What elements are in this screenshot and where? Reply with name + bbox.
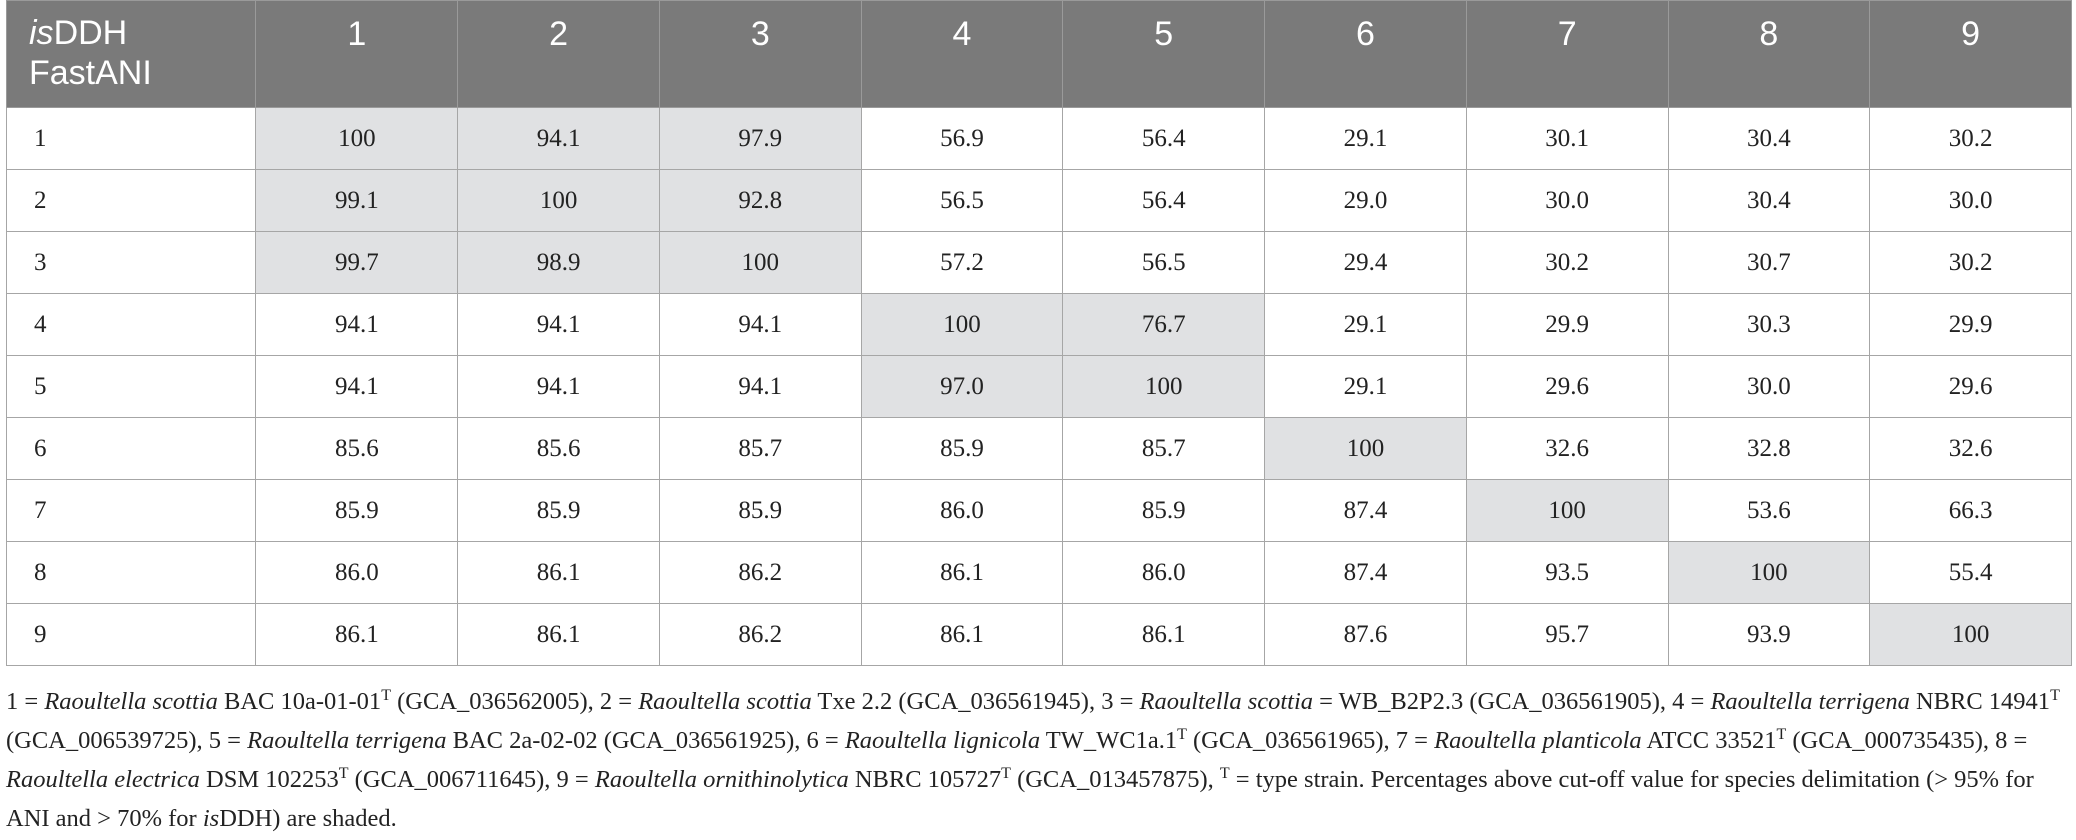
row-header: 6: [7, 418, 256, 480]
table-cell: 30.4: [1668, 170, 1870, 232]
table-cell: 94.1: [458, 356, 660, 418]
table-cell: 86.2: [659, 604, 861, 666]
table-cell: 100: [659, 232, 861, 294]
table-cell: 100: [256, 108, 458, 170]
table-cell: 95.7: [1466, 604, 1668, 666]
table-cell: 94.1: [256, 356, 458, 418]
table-footnote: [6, 682, 2070, 838]
footnote-italic: Raoultella lignicola: [844, 727, 1041, 754]
table-cell: 29.1: [1265, 356, 1467, 418]
similarity-matrix-table: [6, 0, 2072, 666]
table-cell: 29.6: [1466, 356, 1668, 418]
corner-line2: FastANI: [29, 54, 152, 92]
row-header: 8: [7, 542, 256, 604]
table-cell: 86.2: [659, 542, 861, 604]
footnote-italic: is: [202, 805, 220, 832]
table-cell: 56.5: [1063, 232, 1265, 294]
table-cell: 100: [458, 170, 660, 232]
table-row: [7, 604, 2072, 666]
table-cell: 98.9: [458, 232, 660, 294]
footnote-italic: Raoultella electrica: [6, 766, 200, 793]
table-cell: 32.6: [1466, 418, 1668, 480]
table-cell: 93.5: [1466, 542, 1668, 604]
column-header-5: 5: [1063, 1, 1265, 108]
table-cell: 85.7: [659, 418, 861, 480]
table-cell: 30.2: [1466, 232, 1668, 294]
table-cell: 85.7: [1063, 418, 1265, 480]
footnote-superscript: T: [1177, 725, 1187, 743]
table-cell: 29.4: [1265, 232, 1467, 294]
table-cell: 97.9: [659, 108, 861, 170]
table-row: [7, 542, 2072, 604]
table-cell: 53.6: [1668, 480, 1870, 542]
table-cell: 30.4: [1668, 108, 1870, 170]
footnote-italic: Raoultella ornithinolytica: [594, 766, 849, 793]
column-header-4: 4: [861, 1, 1063, 108]
table-cell: 94.1: [659, 294, 861, 356]
footnote-italic: Raoultella terrigena: [247, 727, 447, 754]
table-cell: 92.8: [659, 170, 861, 232]
footnote-text: (GCA_036561965), 7 =: [1186, 727, 1435, 754]
table-cell: 30.0: [1466, 170, 1668, 232]
table-cell: 86.1: [861, 604, 1063, 666]
footnote-text: = WB_B2P2.3 (GCA_036561905), 4 =: [1313, 688, 1711, 715]
table-cell: 76.7: [1063, 294, 1265, 356]
table-cell: 30.2: [1870, 232, 2072, 294]
table-cell: 29.1: [1265, 108, 1467, 170]
table-cell: 86.1: [256, 604, 458, 666]
table-cell: 32.6: [1870, 418, 2072, 480]
footnote-text: Txe 2.2 (GCA_036561945), 3 =: [811, 688, 1140, 715]
footnote-text: (GCA_000735435), 8 =: [1786, 727, 2028, 754]
footnote-text: ATCC 33521: [1641, 727, 1777, 754]
column-header-9: 9: [1870, 1, 2072, 108]
footnote-text: NBRC 14941: [1909, 688, 2051, 715]
row-header: 1: [7, 108, 256, 170]
matrix-body: [7, 108, 2072, 666]
footnote-superscript: T: [1219, 764, 1230, 782]
column-header-1: 1: [256, 1, 458, 108]
table-cell: 97.0: [861, 356, 1063, 418]
table-cell: 87.4: [1265, 542, 1467, 604]
row-header: 4: [7, 294, 256, 356]
table-cell: 29.1: [1265, 294, 1467, 356]
column-header-8: 8: [1668, 1, 1870, 108]
footnote-text: BAC 10a-01-01: [217, 688, 382, 715]
table-cell: 94.1: [458, 294, 660, 356]
table-cell: 57.2: [861, 232, 1063, 294]
row-header: 2: [7, 170, 256, 232]
table-cell: 29.0: [1265, 170, 1467, 232]
table-cell: 86.1: [861, 542, 1063, 604]
footnote-text: (GCA_013457875),: [1010, 766, 1220, 793]
footnote-superscript: T: [2050, 686, 2060, 704]
footnote-text: NBRC 105727: [848, 766, 1002, 793]
table-cell: 87.4: [1265, 480, 1467, 542]
column-header-2: 2: [458, 1, 660, 108]
corner-line1: DDH: [53, 14, 128, 52]
footnote-italic: Raoultella planticola: [1434, 727, 1642, 754]
table-cell: 56.5: [861, 170, 1063, 232]
column-header-7: 7: [1466, 1, 1668, 108]
table-cell: 30.1: [1466, 108, 1668, 170]
row-header: 5: [7, 356, 256, 418]
table-cell: 85.9: [458, 480, 660, 542]
row-header: 7: [7, 480, 256, 542]
footnote-text: = type strain. Percentages above cut-off value for species delimitation (> 95% for ANI and > 70% for: [6, 766, 2034, 832]
footnote-text: BAC 2a-02-02 (GCA_036561925), 6 =: [446, 727, 845, 754]
table-cell: 86.1: [458, 542, 660, 604]
table-cell: 94.1: [256, 294, 458, 356]
table-cell: 85.9: [256, 480, 458, 542]
row-header: 9: [7, 604, 256, 666]
table-cell: 32.8: [1668, 418, 1870, 480]
table-cell: 29.9: [1466, 294, 1668, 356]
table-cell: 85.9: [1063, 480, 1265, 542]
table-cell: 93.9: [1668, 604, 1870, 666]
table-row: [7, 294, 2072, 356]
footnote-text: (GCA_006711645), 9 =: [348, 766, 595, 793]
table-cell: 85.6: [256, 418, 458, 480]
table-cell: 30.2: [1870, 108, 2072, 170]
column-header-6: 6: [1265, 1, 1467, 108]
footnote-superscript: T: [338, 764, 349, 782]
table-cell: 100: [1265, 418, 1467, 480]
table-cell: 55.4: [1870, 542, 2072, 604]
table-cell: 87.6: [1265, 604, 1467, 666]
footnote-text: TW_WC1a.1: [1040, 727, 1178, 754]
table-cell: 85.6: [458, 418, 660, 480]
table-cell: 29.9: [1870, 294, 2072, 356]
table-row: [7, 480, 2072, 542]
table-cell: 85.9: [659, 480, 861, 542]
footnote-italic: Raoultella scottia: [638, 688, 812, 715]
table-cell: 86.0: [861, 480, 1063, 542]
table-cell: 30.3: [1668, 294, 1870, 356]
footnote-text: 1 =: [6, 688, 45, 715]
table-row: [7, 170, 2072, 232]
footnote-text: (GCA_036562005), 2 =: [390, 688, 639, 715]
footnote-text: DDH) are shaded.: [219, 805, 397, 832]
table-row: [7, 418, 2072, 480]
table-cell: 66.3: [1870, 480, 2072, 542]
table-cell: 30.0: [1870, 170, 2072, 232]
table-row: [7, 232, 2072, 294]
footnote-italic: Raoultella scottia: [44, 688, 218, 715]
column-header-3: 3: [659, 1, 861, 108]
footnote-italic: Raoultella scottia: [1139, 688, 1314, 715]
footnote-superscript: T: [1776, 725, 1787, 743]
footnote-italic: Raoultella terrigena: [1710, 688, 1910, 715]
table-cell: 94.1: [458, 108, 660, 170]
table-cell: 86.1: [458, 604, 660, 666]
table-row: [7, 108, 2072, 170]
table-cell: 99.7: [256, 232, 458, 294]
table-cell: 100: [1870, 604, 2072, 666]
table-cell: 56.4: [1063, 108, 1265, 170]
row-header: 3: [7, 232, 256, 294]
table-cell: 100: [861, 294, 1063, 356]
table-cell: 56.9: [861, 108, 1063, 170]
table-cell: 86.0: [1063, 542, 1265, 604]
table-cell: 86.0: [256, 542, 458, 604]
table-cell: 94.1: [659, 356, 861, 418]
table-cell: 100: [1063, 356, 1265, 418]
table-cell: 99.1: [256, 170, 458, 232]
table-row: [7, 356, 2072, 418]
table-cell: 100: [1466, 480, 1668, 542]
table-cell: 30.7: [1668, 232, 1870, 294]
table-cell: 56.4: [1063, 170, 1265, 232]
header-row: [7, 1, 2072, 108]
footnote-superscript: T: [381, 686, 391, 704]
table-cell: 85.9: [861, 418, 1063, 480]
table-cell: 100: [1668, 542, 1870, 604]
footnote-text: DSM 102253: [199, 766, 339, 793]
footnote-text: (GCA_006539725), 5 =: [6, 727, 248, 754]
corner-header: [7, 1, 256, 108]
table-cell: 86.1: [1063, 604, 1265, 666]
footnote-superscript: T: [1001, 764, 1011, 782]
table-cell: 30.0: [1668, 356, 1870, 418]
corner-italic: is: [29, 14, 54, 52]
table-cell: 29.6: [1870, 356, 2072, 418]
